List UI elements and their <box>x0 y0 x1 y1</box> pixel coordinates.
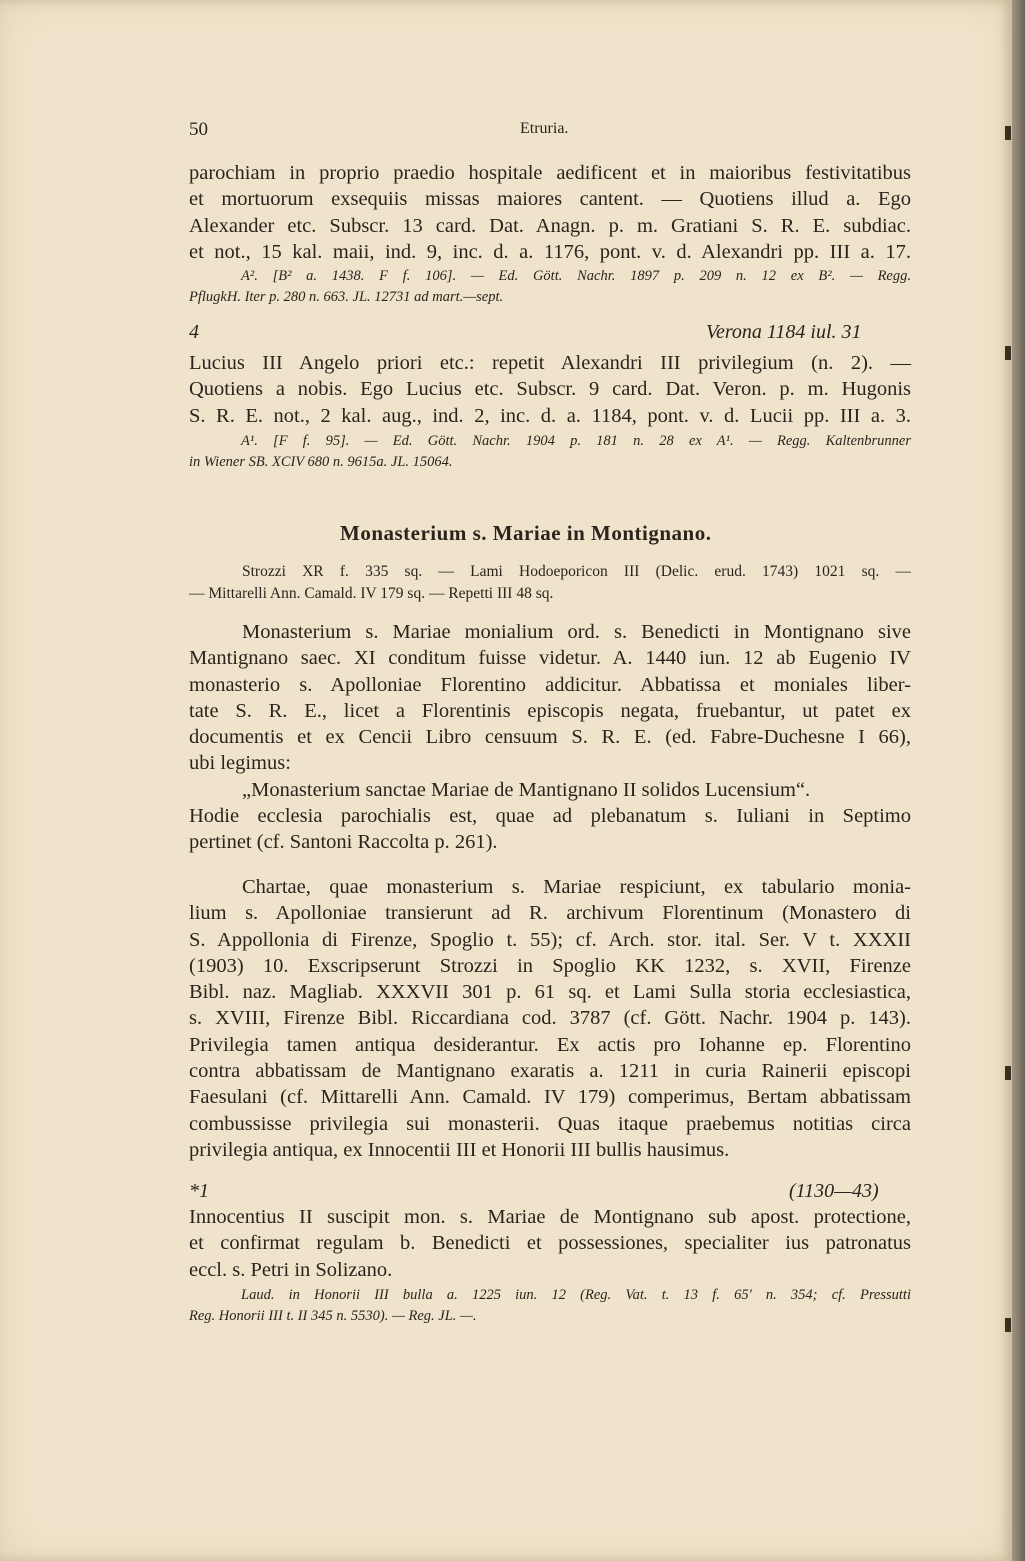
text-line: S. Appollonia di Firenze, Spoglio t. 55); cf. Arch. stor. ital. Ser. V t. XXXII <box>189 928 911 951</box>
footnote-block <box>189 431 911 473</box>
text-line: Mantignano saec. XI conditum fuisse videtur. A. 1440 iun. 12 ab Eugenio IV <box>189 647 911 670</box>
text-line: Innocentius II suscipit mon. s. Mariae de Montignano sub apost. protectione, <box>189 1206 911 1228</box>
text-line: Chartae, quae monasterium s. Mariae respiciunt, ex tabulario monia- <box>242 876 911 898</box>
note-line: Reg. Honorii III t. II 345 n. 5530). — Reg. JL. —. <box>189 1308 477 1324</box>
text-line: S. R. E. not., 2 kal. aug., ind. 2, inc. d. a. 1184, pont. v. d. Lucii pp. III a. 3. <box>189 404 911 427</box>
text-line: (1903) 10. Exscripserunt Strozzi in Spoglio KK 1232, s. XVII, Firenze <box>189 954 911 977</box>
text-line: documentis et ex Cencii Libro censuum S. R. E. (ed. Fabre-Duchesne I 66), <box>189 726 911 749</box>
text-line: Alexander etc. Subscr. 13 card. Dat. Anagn. p. m. Gratiani S. R. E. subdiac. <box>189 214 911 237</box>
page-number: 50 <box>189 119 208 140</box>
sources-block <box>189 561 911 605</box>
text-line: pertinet (cf. Santoni Raccolta p. 261). <box>189 831 498 854</box>
text-line: parochiam in proprio praedio hospitale aedificent et in maioribus festivitatibus <box>189 162 911 184</box>
entry-date: (1130—43) <box>789 1180 879 1202</box>
footnote-block <box>189 1285 911 1327</box>
edge-mark <box>1005 1066 1011 1080</box>
running-title: Etruria. <box>520 120 569 137</box>
text-line: et not., 15 kal. maii, ind. 9, inc. d. a. 1176, pont. v. d. Alexandri pp. III a. 17. <box>189 240 911 263</box>
source-line: Strozzi XR f. 335 sq. — Lami Hodoeporicon III (Delic. erud. 1743) 1021 sq. — <box>242 563 911 580</box>
text-line: tate S. R. E., licet a Florentinis episcopis negata, fruebantur, ut patet ex <box>189 699 911 722</box>
entry-number: *1 <box>189 1180 209 1202</box>
entry-regest <box>189 350 911 429</box>
source-line: — Mittarelli Ann. Camald. IV 179 sq. — Repetti III 48 sq. <box>189 585 554 602</box>
text-line: Monasterium s. Mariae monialium ord. s. Benedicti in Montignano sive <box>242 621 911 643</box>
entry-regest <box>189 1204 911 1283</box>
book-edge <box>1012 0 1025 1561</box>
edge-mark <box>1005 1318 1011 1332</box>
edge-mark <box>1005 346 1011 360</box>
text-line: s. XVIII, Firenze Bibl. Riccardiana cod. 3787 (cf. Gött. Nachr. 1904 p. 143). <box>189 1007 911 1030</box>
text-line: Hodie ecclesia parochialis est, quae ad plebanatum s. Iuliani in Septimo <box>189 805 911 828</box>
text-line: Privilegia tamen antiqua desiderantur. Ex actis pro Iohanne ep. Florentino <box>189 1033 911 1056</box>
note-line: A². [B² a. 1438. F f. 106]. — Ed. Gött. Nachr. 1897 p. 209 n. 12 ex B². — Regg. <box>241 268 911 284</box>
text-line: Lucius III Angelo priori etc.: repetit Alexandri III privilegium (n. 2). — <box>189 352 911 374</box>
note-line: PflugkH. Iter p. 280 n. 663. JL. 12731 ad mart.—sept. <box>189 289 504 305</box>
note-line: A¹. [F f. 95]. — Ed. Gött. Nachr. 1904 p. 181 n. 28 ex A¹. — Regg. Kaltenbrunner <box>241 433 911 449</box>
text-line: Bibl. naz. Magliab. XXXVII 301 p. 61 sq. et Lami Sulla storia ecclesiastica, <box>189 981 911 1004</box>
entry-number: 4 <box>189 321 199 343</box>
footnote-block <box>189 266 911 308</box>
text-line: eccl. s. Petri in Solizano. <box>189 1258 393 1281</box>
text-line: Faesulani (cf. Mittarelli Ann. Camald. IV 179) comperimus, Bertam abbatissam <box>189 1086 911 1109</box>
section-title: Monasterium s. Mariae in Montignano. <box>340 521 712 545</box>
text-line: ubi legimus: <box>189 752 291 775</box>
note-line: in Wiener SB. XCIV 680 n. 9615a. JL. 15064. <box>189 454 453 470</box>
text-line: lium s. Apolloniae transierunt ad R. archivum Florentinum (Monastero di <box>189 902 911 925</box>
text-line: et mortuorum exsequiis missas maiores cantent. — Quotiens illud a. Ego <box>189 188 911 211</box>
entry-place-date: Verona 1184 iul. 31 <box>706 321 862 343</box>
quotation: „Monasterium sanctae Mariae de Mantignano II solidos Lucensium“. <box>242 778 811 801</box>
edge-mark <box>1005 126 1011 140</box>
text-line: Quotiens a nobis. Ego Lucius etc. Subscr. 9 card. Dat. Veron. p. m. Hugonis <box>189 378 911 401</box>
note-line: Laud. in Honorii III bulla a. 1225 iun. 12 (Reg. Vat. t. 13 f. 65' n. 354; cf. Pressutti <box>241 1287 911 1303</box>
text-line: contra abbatissam de Mantignano exaratis a. 1211 in curia Rainerii episcopi <box>189 1060 911 1083</box>
text-line: et confirmat regulam b. Benedicti et possessiones, specialiter ius patronatus <box>189 1232 911 1255</box>
intro-paragraph <box>189 619 911 856</box>
text-line: monasterio s. Apolloniae Florentino addicitur. Abbatissa et moniales liber- <box>189 673 911 696</box>
text-line: combussisse privilegia sui monasterii. Quas itaque praebemus notitias circa <box>189 1112 911 1135</box>
archive-paragraph <box>189 874 911 1163</box>
continuation-paragraph <box>189 160 911 265</box>
text-line: privilegia antiqua, ex Innocentii III et Honorii III bullis hausimus. <box>189 1138 730 1161</box>
